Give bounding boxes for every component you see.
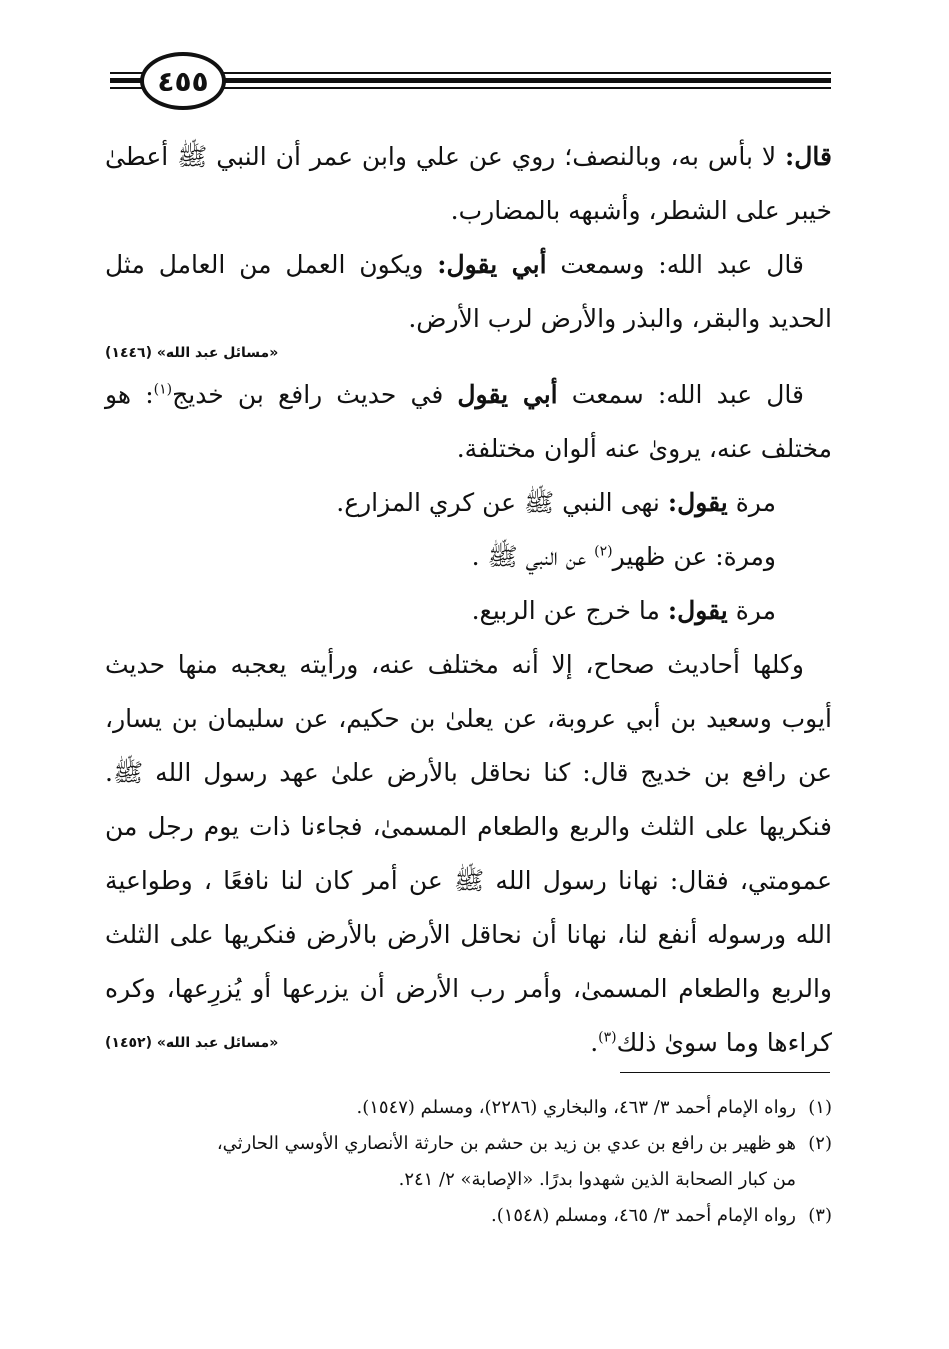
paragraph-1 [105, 130, 832, 238]
footnote-ref: (١) [153, 381, 173, 398]
paragraph-text: لا بأس به، وبالنصف؛ روي عن علي وابن عمر أن النبي ﷺ أعطىٰ خيبر على الشطر، وأشبهه بالمضارب. [105, 142, 832, 225]
source-citation: «مسائل عبد الله» (١٤٤٦) [105, 345, 279, 361]
paragraph-2: قال عبد الله: وسمعت أبي يقول: ويكون العمل من العامل مثل الحديد والبقر، والبذر والأرض لرب الأرض. [105, 250, 832, 333]
footnote-1: (١)رواه الإمام أحمد ٣/ ٤٦٣، والبخاري (٢٢٨٦)، ومسلم (١٥٤٧). [110, 1090, 832, 1126]
paragraph-5: ومرة: عن ظهير$^{(٢)}$ عن النبي ﷺ . [471, 542, 776, 571]
footnote-divider [620, 1072, 830, 1073]
footnote-3: (٣)رواه الإمام أحمد ٣/ ٤٦٥، ومسلم (١٥٤٨). [110, 1198, 832, 1234]
speaker-label: قال: [785, 142, 832, 171]
paragraph-4: مرة يقول: نهى النبي ﷺ عن كري المزارع. [336, 488, 776, 517]
footnote-2-continued: من كبار الصحابة الذين شهدوا بدرًا. «الإصابة» ٢/ ٢٤١. [398, 1169, 796, 1190]
body-text [105, 130, 832, 1070]
page-number: ٤٥٥ [140, 52, 226, 110]
footnote-number: (٢) [808, 1133, 832, 1154]
footnote-ref: (٢) [594, 543, 613, 560]
source-citation: «مسائل عبد الله» (١٤٥٢) [105, 1035, 279, 1051]
footnote-2: (٢)هو ظهير بن رافع بن عدي بن زيد بن حشم بن حارثة الأنصاري الأوسي الحارثي، [110, 1126, 832, 1162]
paragraph-7: وكلها أحاديث صحاح، إلا أنه مختلف عنه، ورأيته يعجبه منها حديث أيوب وسعيد بن أبي عروبة، عن يعلىٰ بن حكيم، عن سليمان بن يسار، عن رافع بن خديج قال: كنا نحاقل بالأرض علىٰ عهد رسول الله ﷺ. فنكريها على الثلث والربع والطعام المسمىٰ، فجاءنا ذات يوم رجل من عمومتي، فقال: نهانا رسول الله ﷺ عن أمر كان لنا نافعًا ، وطواعية الله ورسوله أنفع لنا، نهانا أن نحاقل الأرض بالأرض فنكريها على الثلث والربع والطعام المسمىٰ، وأمر رب الأرض أن يزرعها أو يُزرِعها، وكره كراءها وما سوىٰ ذلك$^{(٣)}$. «مسائل عبد الله» (١٤٥٢) [105, 638, 832, 1070]
paragraph-6: مرة يقول: ما خرج عن الربيع. [471, 596, 776, 625]
footnote-ref: (٣) [598, 1029, 617, 1046]
page-header [0, 52, 949, 122]
footnote-number: (١) [808, 1097, 832, 1118]
footnote-number: (٣) [808, 1205, 832, 1226]
paragraph-3: قال عبد الله: سمعت أبي يقول في حديث رافع بن خديج$^{(١)}$: هو مختلف عنه، يروىٰ عنه ألوان مختلفة. [105, 380, 832, 463]
footnotes [110, 1090, 832, 1234]
